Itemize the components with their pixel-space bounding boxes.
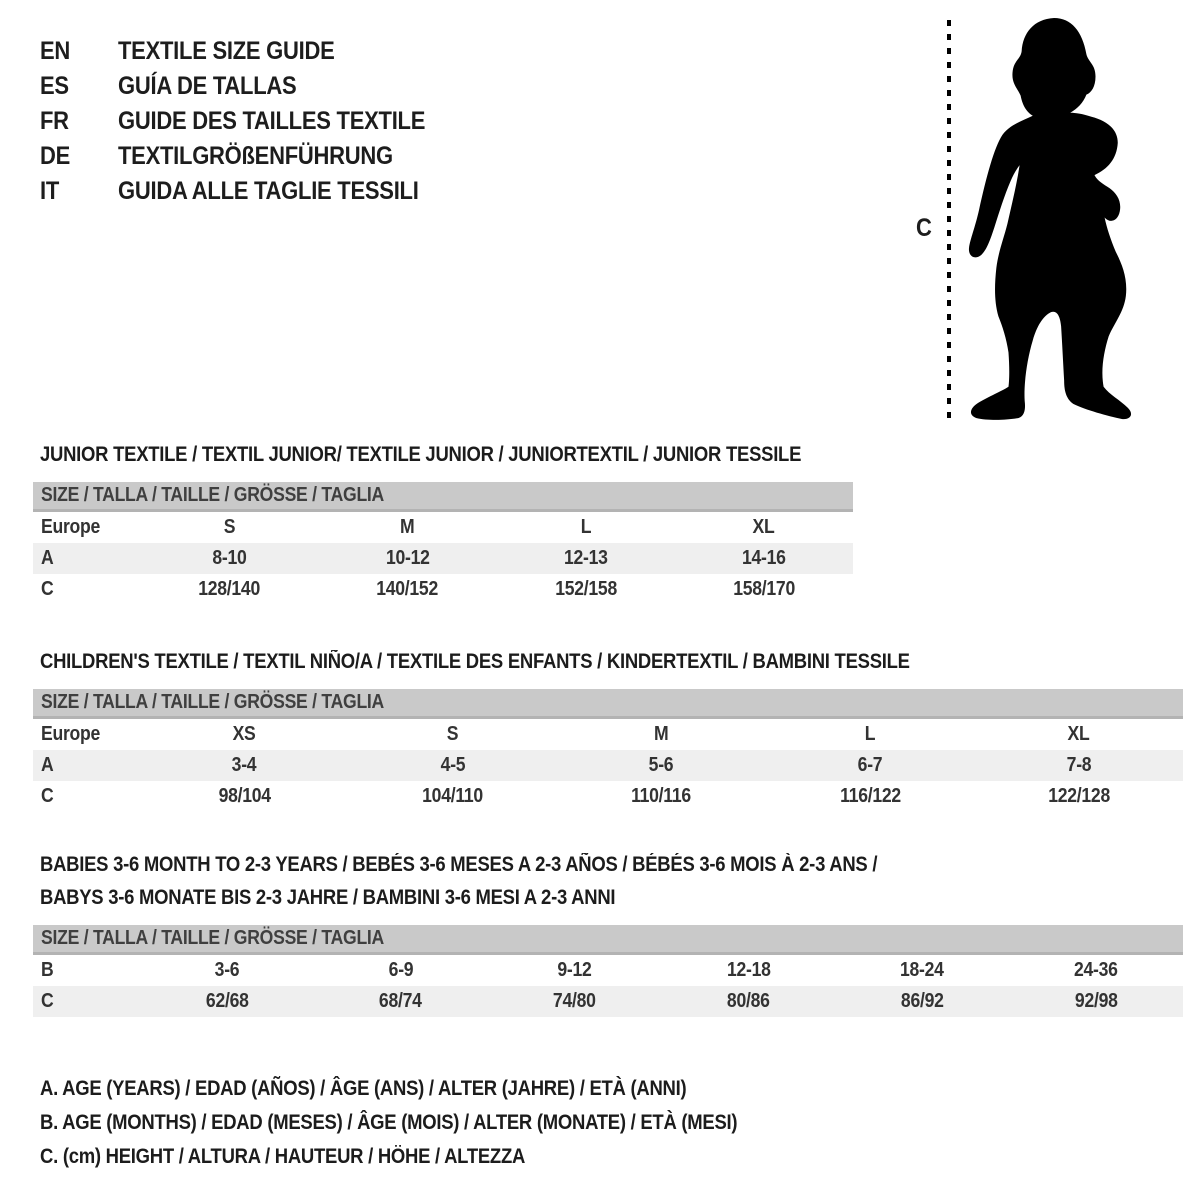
row-label	[33, 547, 140, 570]
table-cell	[488, 959, 662, 982]
footnote-text: A. AGE (YEARS) / EDAD (AÑOS) / ÂGE (ANS) / ALTER (JAHRE) / ETÀ (ANNI)	[40, 1077, 687, 1100]
table-cell-text: M	[400, 516, 415, 538]
table-cell-text: XL	[1067, 723, 1090, 745]
table-header-text: SIZE / TALLA / TAILLE / GRÖSSE / TAGLIA	[41, 927, 385, 949]
table-row	[33, 512, 853, 543]
language-title-text: GUIDA ALLE TAGLIE TESSILI	[118, 177, 419, 205]
table-row	[33, 986, 1183, 1017]
table-cell-text: 9-12	[557, 959, 592, 981]
table-cell-text: 6-7	[857, 754, 883, 776]
table-cell-text: 86/92	[900, 990, 944, 1012]
table-cell-text: 3-4	[231, 754, 257, 776]
language-code	[40, 37, 118, 66]
table-header-bar	[33, 482, 853, 512]
toddler-silhouette-icon	[966, 16, 1138, 424]
language-code-text: IT	[40, 177, 60, 205]
table-cell	[318, 547, 496, 570]
table-cell-text: XS	[232, 723, 256, 745]
table-cell-text: 62/68	[205, 990, 249, 1012]
language-code	[40, 107, 118, 136]
table-cell	[835, 959, 1009, 982]
table-cell-text: S	[447, 723, 459, 745]
language-code	[40, 177, 118, 206]
table-cell-text: 18-24	[900, 959, 945, 981]
table-cell	[675, 547, 853, 570]
table-cell-text: 24-36	[1074, 959, 1118, 981]
table-row	[33, 781, 1183, 812]
table-cell	[766, 723, 975, 746]
footnote-line	[40, 1140, 832, 1174]
row-label-text: Europe	[41, 723, 101, 745]
table-cell	[497, 547, 675, 570]
table-cell-text: 3-6	[214, 959, 240, 981]
footnotes	[40, 1072, 832, 1174]
row-label	[33, 959, 140, 982]
language-row	[40, 69, 467, 104]
language-title-text: GUÍA DE TALLAS	[118, 72, 297, 100]
footnote-line	[40, 1106, 832, 1140]
table-cell	[140, 754, 349, 777]
row-label-text: C	[41, 785, 54, 807]
language-row	[40, 34, 467, 69]
language-code	[40, 142, 118, 171]
section-title	[33, 848, 1183, 881]
table-cell	[140, 959, 314, 982]
figure-measure-label: C	[916, 214, 932, 242]
language-code-text: ES	[40, 72, 69, 100]
table-cell	[140, 723, 349, 746]
table-cell-text: 98/104	[218, 785, 271, 807]
table-cell	[318, 516, 496, 539]
language-code-text: DE	[40, 142, 71, 170]
table-cell-text: 8-10	[212, 547, 247, 569]
table-cell-text: 158/170	[732, 578, 795, 600]
table-row	[33, 574, 853, 605]
table-cell-text: 7-8	[1066, 754, 1091, 776]
section-title	[33, 645, 1183, 678]
table-cell	[766, 785, 975, 808]
table-cell	[140, 578, 318, 601]
table-cell	[766, 754, 975, 777]
table-cell-text: 68/74	[379, 990, 423, 1012]
table-cell	[314, 959, 488, 982]
table-cell	[661, 959, 835, 982]
language-list	[40, 34, 467, 209]
table-row	[33, 955, 1183, 986]
table-cell-text: 110/116	[631, 785, 692, 807]
row-label	[33, 578, 140, 601]
table-cell	[318, 578, 496, 601]
table-cell	[349, 785, 558, 808]
table-cell	[557, 723, 766, 746]
table-cell-text: 128/140	[198, 578, 261, 600]
table-cell-text: 104/110	[422, 785, 484, 807]
table-header-text: SIZE / TALLA / TAILLE / GRÖSSE / TAGLIA	[41, 484, 385, 506]
height-measure-line	[947, 20, 951, 426]
row-label-text: C	[41, 990, 54, 1012]
table-cell-text: 4-5	[440, 754, 466, 776]
section-junior-textile	[33, 438, 853, 605]
table-cell-text: 140/152	[376, 578, 439, 600]
table-row	[33, 543, 853, 574]
table-cell-text: 152/158	[554, 578, 617, 600]
section-title	[33, 881, 1183, 914]
table-cell-text: L	[580, 516, 591, 538]
language-title-text: TEXTILGRÖßENFÜHRUNG	[118, 142, 393, 170]
footnote-text: B. AGE (MONTHS) / EDAD (MESES) / ÂGE (MOIS) / ALTER (MONATE) / ETÀ (MESI)	[40, 1111, 738, 1134]
table-header-text: SIZE / TALLA / TAILLE / GRÖSSE / TAGLIA	[41, 691, 385, 713]
row-label-text: C	[41, 578, 54, 600]
table-cell-text: 12-13	[563, 547, 608, 569]
table-cell-text: 122/128	[1047, 785, 1110, 807]
table-cell-text: 10-12	[385, 547, 430, 569]
table-cell	[140, 516, 318, 539]
section-title-text: JUNIOR TEXTILE / TEXTIL JUNIOR/ TEXTILE JUNIOR / JUNIORTEXTIL / JUNIOR TESSILE	[40, 443, 802, 466]
language-title-text: GUIDE DES TAILLES TEXTILE	[118, 107, 426, 135]
language-title	[118, 37, 467, 66]
table-cell	[349, 723, 558, 746]
row-label	[33, 785, 140, 808]
table-cell	[314, 990, 488, 1013]
table-cell	[974, 723, 1183, 746]
table-cell	[835, 990, 1009, 1013]
language-title	[118, 177, 467, 206]
table-cell	[140, 990, 314, 1013]
language-title	[118, 72, 467, 101]
table-cell-text: 14-16	[742, 547, 786, 569]
section-title-text: BABYS 3-6 MONATE BIS 2-3 JAHRE / BAMBINI 3-6 MESI A 2-3 ANNI	[40, 886, 616, 909]
table-cell	[488, 990, 662, 1013]
table-cell	[675, 516, 853, 539]
language-title	[118, 107, 467, 136]
table-cell	[140, 547, 318, 570]
table-header-bar	[33, 925, 1183, 955]
section-babies-textile	[33, 848, 1183, 1017]
row-label	[33, 754, 140, 777]
table-cell-text: 6-9	[388, 959, 414, 981]
section-title-text: BABIES 3-6 MONTH TO 2-3 YEARS / BEBÉS 3-6 MESES A 2-3 AÑOS / BÉBÉS 3-6 MOIS À 2-3 ANS /	[40, 853, 878, 876]
table-row	[33, 719, 1183, 750]
table-cell-text: 5-6	[649, 754, 674, 776]
language-code	[40, 72, 118, 101]
row-label-text: A	[41, 754, 54, 776]
table-cell-text: S	[223, 516, 235, 538]
language-code-text: FR	[40, 107, 69, 135]
table-cell	[675, 578, 853, 601]
table-cell-text: 12-18	[726, 959, 771, 981]
language-title-text: TEXTILE SIZE GUIDE	[118, 37, 335, 65]
table-cell	[497, 516, 675, 539]
language-title	[118, 142, 467, 171]
row-label	[33, 723, 140, 746]
table-cell-text: 80/86	[727, 990, 770, 1012]
row-label-text: A	[41, 547, 54, 569]
footnote-line	[40, 1072, 832, 1106]
table-cell	[974, 754, 1183, 777]
section-title-text: CHILDREN'S TEXTILE / TEXTIL NIÑO/A / TEXTILE DES ENFANTS / KINDERTEXTIL / BAMBINI TESSILE	[40, 650, 910, 673]
language-row	[40, 104, 467, 139]
table-cell	[557, 785, 766, 808]
table-cell	[1009, 990, 1183, 1013]
language-code-text: EN	[40, 37, 71, 65]
row-label-text: B	[41, 959, 54, 981]
table-header-bar	[33, 689, 1183, 719]
language-row	[40, 174, 467, 209]
table-cell	[349, 754, 558, 777]
table-row	[33, 750, 1183, 781]
table-cell	[974, 785, 1183, 808]
table-cell	[1009, 959, 1183, 982]
table-cell-text: M	[654, 723, 669, 745]
language-row	[40, 139, 467, 174]
section-title	[33, 438, 853, 471]
table-cell	[497, 578, 675, 601]
row-label	[33, 516, 140, 539]
table-cell-text: 92/98	[1074, 990, 1118, 1012]
table-cell-text: XL	[752, 516, 775, 538]
table-cell	[140, 785, 349, 808]
table-cell	[661, 990, 835, 1013]
footnote-text: C. (cm) HEIGHT / ALTURA / HAUTEUR / HÖHE / ALTEZZA	[40, 1145, 526, 1168]
table-cell-text: 116/122	[839, 785, 901, 807]
section-childrens-textile	[33, 645, 1183, 812]
table-cell	[557, 754, 766, 777]
table-cell-text: L	[864, 723, 876, 745]
table-cell-text: 74/80	[553, 990, 596, 1012]
row-label	[33, 990, 140, 1013]
row-label-text: Europe	[41, 516, 101, 538]
